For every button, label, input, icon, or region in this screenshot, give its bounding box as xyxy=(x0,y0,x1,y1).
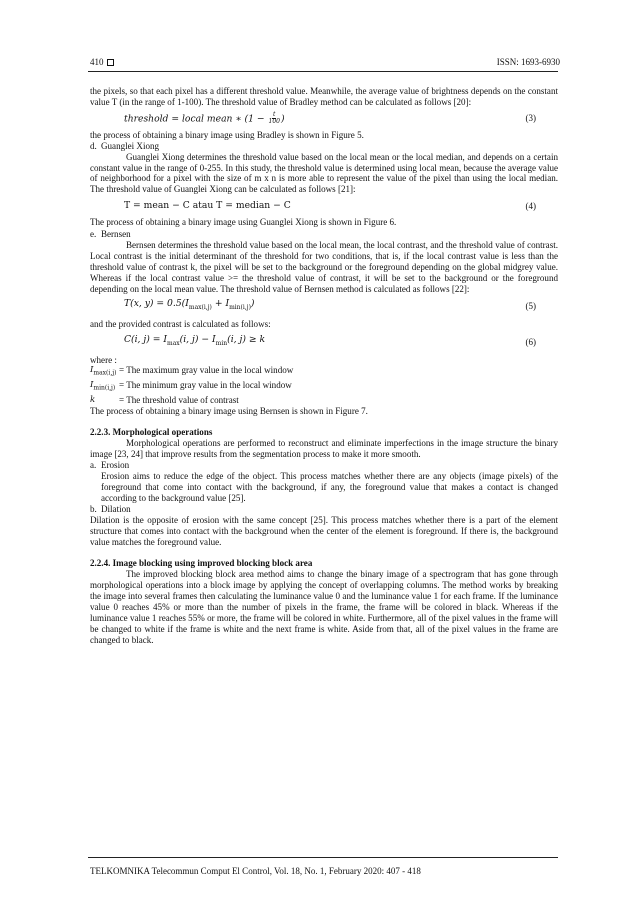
paragraph: The process of obtaining a binary image using Bernsen is shown in Figure 7. xyxy=(90,405,368,416)
equation-formula: threshold = local mean ∗ (1 − $\frac{t}{100}$ ) xyxy=(124,110,285,126)
paragraph: Dilation is the opposite of erosion with the same concept [25]. This process matches whether there is a part of the element structure that comes into contact with the background when the center of the element is foreground. If there is, the background value matches the foreground value. xyxy=(90,514,558,547)
page-number: 410 xyxy=(90,57,104,67)
footer-rule xyxy=(88,857,558,858)
list-item: e. Bernsen xyxy=(90,229,131,240)
paragraph: Guanglei Xiong determines the threshold value based on the local mean or the local median, and depends on a certain constant value in the range of 0-255. In this study, the threshold value is determined using local mean, because the average value of neighborhood for a pixel with the size of m x n is more able to represent the value of the pixel than using the local median. The threshold value of Guanglei Xiong can be calculated as follows [21]: xyxy=(90,151,558,195)
fraction: $\frac{t}{100}$ xyxy=(268,110,280,126)
paragraph: The improved blocking block area method aims to change the binary image of a spectrogram that has gone through morphological operations into a block image by applying the concept of overlapping columns. The method works by breaking the image into several frames then calculating the luminance value 0 and the luminance value 1 for each frame. If the luminance value 0 reaches 45% or more than the number of pixels in the frame, the frame will be colored in black. Whereas if the luminance value 1 reaches 55% or more, the frame will be colored in white. Furthermore, all of the pixel values in the frame will be changed to white if the frame is white and the next frame is white. Aside from that, all of the pixel values in the frame are changed to black. xyxy=(90,569,558,645)
paragraph: and the provided contrast is calculated as follows: xyxy=(90,318,271,329)
section-heading: 2.2.3. Morphological operations xyxy=(90,427,213,438)
square-icon xyxy=(107,59,114,66)
page-footer: TELKOMNIKA Telecommun Comput El Control, Vol. 18, No. 1, February 2020: 407 - 418 xyxy=(90,866,421,876)
page-body xyxy=(90,86,558,646)
paragraph: where : xyxy=(90,354,117,365)
equation-formula: T = mean − C atau T = median − C xyxy=(124,199,291,211)
issn-label: ISSN: 1693-6930 xyxy=(496,57,560,67)
symbol-definitions xyxy=(90,365,558,405)
page-header-left xyxy=(90,57,114,67)
equation-number: (3) xyxy=(525,113,536,124)
definition-row: $I_{max(i,j)}$ = The maximum gray value in the local window xyxy=(90,365,294,378)
subsection-title: Dilation xyxy=(101,503,131,514)
equation-6 xyxy=(90,330,558,355)
paragraph: the process of obtaining a binary image using Bradley is shown in Figure 5. xyxy=(90,129,364,140)
paragraph: The process of obtaining a binary image using Guanglei Xiong is shown in Figure 6. xyxy=(90,217,397,228)
equation-number: (5) xyxy=(525,301,536,312)
paragraph: Morphological operations are performed to reconstruct and eliminate imperfections in the image structure the binary image [23, 24] that improve results from the segmentation process to make it more smooth. xyxy=(90,438,558,460)
equation-formula: T(x, $y) = 0.5(I_{max(i,j)} + I_{min(i,j)})$ xyxy=(124,298,255,312)
paragraph: Bernsen determines the threshold value based on the local mean, the local contrast, and the threshold value of contrast. Local contrast is the initial determinant of the threshold for two conditions, that is, if the local contrast value is less than the threshold value of contrast k, the pixel will be set to the background or the foreground depending on the global midgrey value. Whereas if the local contrast value >= the threshold value of contrast, it will be set to the background or the foreground depending on the local mean value. The threshold value of Bernsen method is calculated as follows [22]: xyxy=(90,240,558,294)
equation-3 xyxy=(90,108,558,130)
list-item: b. Dilation xyxy=(90,503,131,514)
subsection-title: Bernsen xyxy=(101,229,131,240)
list-item: d. Guanglei Xiong xyxy=(90,140,160,151)
definition-row: k = The threshold value of contrast xyxy=(90,394,239,405)
equation-4 xyxy=(90,195,558,217)
paragraph: the pixels, so that each pixel has a different threshold value. Meanwhile, the average value of brightness depends on the constant value T (in the range of 1-100). The threshold value of Bradley method can be calculated as follows [20]: xyxy=(90,86,558,107)
list-item: a. Erosion xyxy=(90,460,130,471)
subsection-title: Erosion xyxy=(101,460,130,471)
equation-number: (6) xyxy=(525,336,536,347)
paragraph: Erosion aims to reduce the edge of the object. This process matches whether there are any objects (image pixels) of the foreground that come into contact with the background, if any, the foreground value that makes a contact is changed according to the background value [25]. xyxy=(101,471,558,503)
section-heading: 2.2.4. Image blocking using improved blocking block area xyxy=(90,558,313,569)
equation-formula: C(i, $j) = I_{max}(i$, $j) - I_{min}(i$, j) ≥ k xyxy=(124,333,266,347)
definition-row: $I_{min(i,j)}$ = The minimum gray value in the local window xyxy=(90,380,292,392)
equation-5 xyxy=(90,295,558,319)
header-rule xyxy=(88,71,558,72)
equation-number: (4) xyxy=(525,200,536,211)
subsection-title: Guanglei Xiong xyxy=(101,140,160,151)
